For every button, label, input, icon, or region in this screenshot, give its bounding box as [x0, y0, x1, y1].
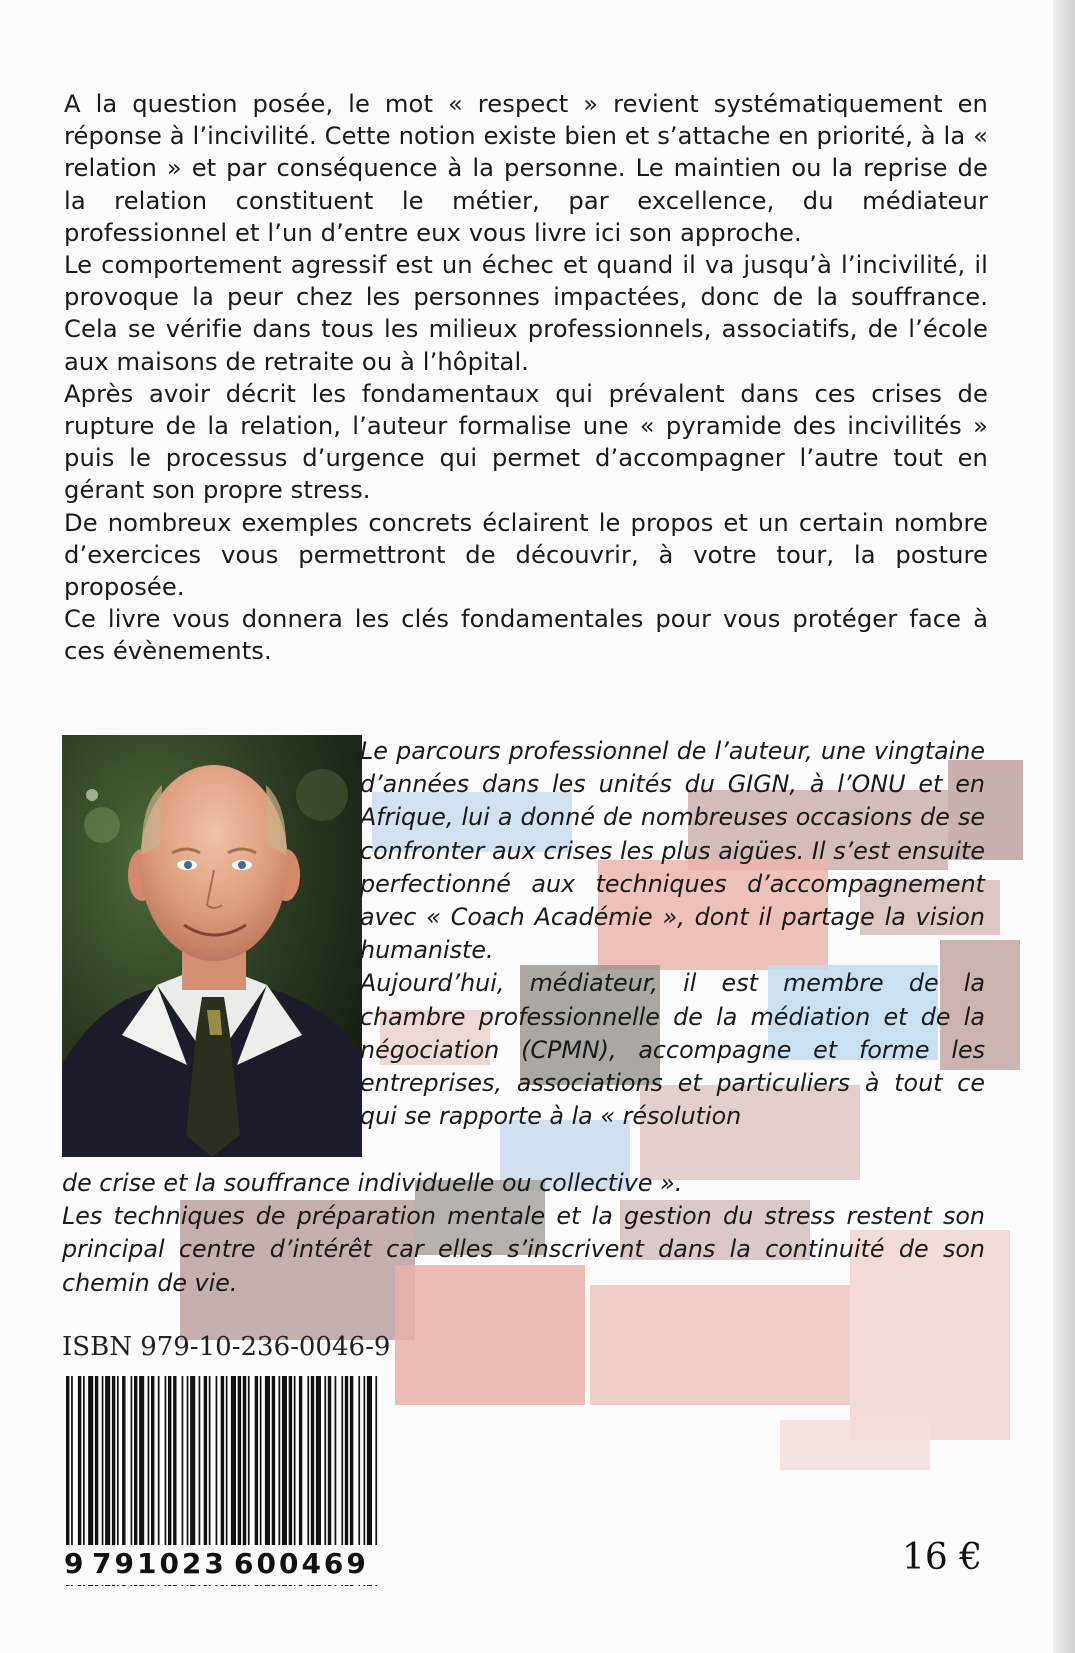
price-label: 16 €	[902, 1537, 983, 1578]
isbn-label: ISBN 979-10-236-0046-9	[62, 1332, 391, 1362]
author-bio-continued	[62, 1167, 985, 1300]
barcode-left-group: 791023	[92, 1547, 227, 1580]
bio-paragraph: Aujourd’hui, médiateur, il est membre de la chambre professionnelle de la médiation et de la négociation (CPMN), accompagne et forme les entreprises, associations et particuliers à tout ce qui se rapporte à la « résolution	[360, 969, 985, 1131]
description-paragraph: Après avoir décrit les fondamentaux qui prévalent dans ces crises de rupture de la relation, l’auteur formalise une « pyramide des incivilités » puis le processus d’urgence qui permet d’accompagner l’autre tout en gérant son propre stress.	[64, 379, 988, 505]
barcode-right-group: 600469	[234, 1547, 369, 1580]
author-bio	[360, 735, 985, 1133]
bio-paragraph: Les techniques de préparation mentale et la gestion du stress restent son principal centre d’intérêt car elles s’inscrivent dans la continuité de son chemin de vie.	[62, 1202, 985, 1297]
decor-square	[590, 1285, 850, 1405]
decor-square	[780, 1420, 930, 1470]
author-photo	[62, 735, 362, 1157]
barcode-digits	[62, 1545, 382, 1585]
description-paragraph: De nombreux exemples concrets éclairent le propos et un certain nombre d’exercices vous permettront de découvrir, à votre tour, la posture proposée.	[64, 508, 988, 602]
bio-paragraph: de crise et la souffrance individuelle ou collective ».	[62, 1169, 683, 1197]
barcode-lead-digit: 9	[64, 1547, 84, 1580]
description-paragraph: Le comportement agressif est un échec et quand il va jusqu’à l’incivilité, il provoque la peur chez les personnes impactées, donc de la souffrance. Cela se vérifie dans tous les milieux professionnels, associatifs, de l’école aux maisons de retraite ou à l’hôpital.	[64, 251, 988, 376]
bio-paragraph: Le parcours professionnel de l’auteur, une vingtaine d’années dans les unités du GIGN, à l’ONU et en Afrique, lui a donné de nombreuses occasions de se confronter aux crises les plus aigües. Il s’est ensuite perfectionné aux techniques d’accompagnement avec « Coach Académie », dont il partage la vision humaniste.	[360, 737, 985, 965]
cover-edge	[1053, 0, 1075, 1653]
description-paragraph: A la question posée, le mot « respect » revient systématiquement en réponse à l’incivilité. Cette notion existe bien et s’attache en priorité, à la « relation » et par conséquence à la personne. Le maintien ou la reprise de la relation constituent le métier, par excellence, du médiateur professionnel et l’un d’entre eux vous livre ici son approche.	[64, 90, 988, 247]
description-paragraph: Ce livre vous donnera les clés fondamentales pour vous protéger face à ces évènements.	[64, 605, 988, 666]
description-text	[64, 88, 988, 668]
